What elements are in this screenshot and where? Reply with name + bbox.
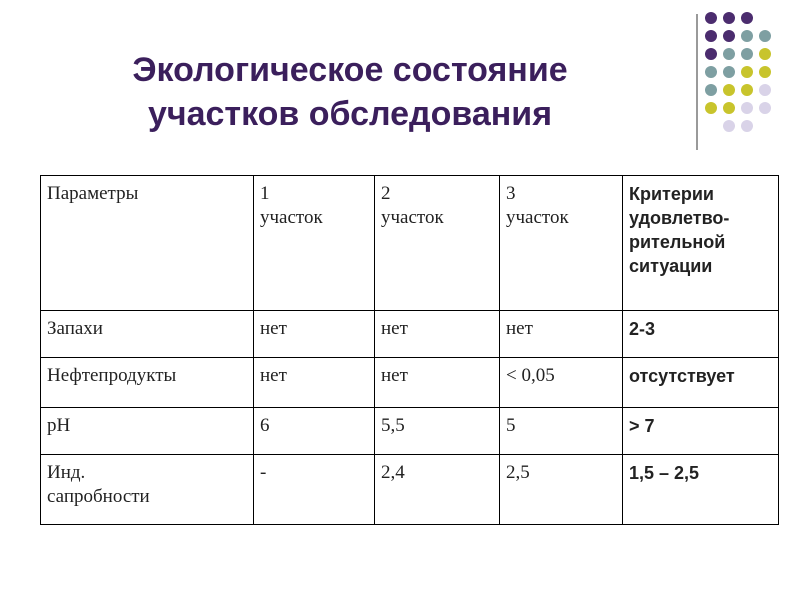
table-row <box>41 358 779 408</box>
decorative-dot <box>741 12 753 24</box>
table-cell-site-1: нет <box>254 311 375 358</box>
decorative-dot <box>741 102 753 114</box>
table-header-row <box>41 176 779 311</box>
table-cell-site-3: 2,5 <box>500 455 623 525</box>
table-cell-param: Нефтепродукты <box>41 358 254 408</box>
header-criteria-text: Критерии удовлетво- рительной ситуации <box>629 184 730 276</box>
decorative-divider-line <box>696 14 698 150</box>
table-row <box>41 408 779 455</box>
decorative-dot <box>705 12 717 24</box>
table-cell-param: Запахи <box>41 311 254 358</box>
header-site-3 <box>500 176 623 311</box>
table-cell-site-2: нет <box>375 311 500 358</box>
decorative-dot <box>741 66 753 78</box>
table-cell-site-2: 2,4 <box>375 455 500 525</box>
decorative-dot <box>723 30 735 42</box>
header-site-2 <box>375 176 500 311</box>
table-cell-site-3: 5 <box>500 408 623 455</box>
table-row <box>41 455 779 525</box>
slide-title-line-2: участков обследования <box>147 95 553 133</box>
header-parameters <box>41 176 254 311</box>
decorative-dot <box>705 48 717 60</box>
table-cell-site-2: нет <box>375 358 500 408</box>
table-cell-site-1: нет <box>254 358 375 408</box>
table-cell-criteria: > 7 <box>623 408 779 455</box>
decorative-dot <box>723 102 735 114</box>
decorative-dot <box>705 102 717 114</box>
decorative-dot <box>759 102 771 114</box>
header-site-3-text: 3 участок <box>506 183 569 228</box>
decorative-dot <box>723 120 735 132</box>
decorative-dot <box>705 84 717 96</box>
slide-title-line-1: Экологическое состояние <box>132 51 568 89</box>
table-cell-site-1: 6 <box>254 408 375 455</box>
header-site-1 <box>254 176 375 311</box>
decorative-dot <box>759 84 771 96</box>
table-cell-criteria: 2-3 <box>623 311 779 358</box>
header-site-2-text: 2 участок <box>381 183 444 228</box>
table-cell-criteria: отсутствует <box>623 358 779 408</box>
header-site-1-text: 1 участок <box>260 183 323 228</box>
decorative-dot <box>741 84 753 96</box>
table-cell-site-1: - <box>254 455 375 525</box>
decorative-dot <box>741 120 753 132</box>
table-cell-site-3: нет <box>500 311 623 358</box>
table-row <box>41 311 779 358</box>
header-criteria <box>623 176 779 311</box>
decorative-dot <box>723 66 735 78</box>
ecology-table <box>40 175 779 525</box>
table-cell-site-2: 5,5 <box>375 408 500 455</box>
decorative-dot <box>741 48 753 60</box>
decorative-dot-grid <box>0 0 800 160</box>
decorative-dot <box>741 30 753 42</box>
table-cell-param: Инд. сапробности <box>41 455 254 525</box>
table-cell-param: рН <box>41 408 254 455</box>
decorative-dot <box>759 48 771 60</box>
decorative-dot <box>759 30 771 42</box>
decorative-dot <box>705 66 717 78</box>
decorative-dot <box>759 66 771 78</box>
table-cell-site-3: < 0,05 <box>500 358 623 408</box>
decorative-dot <box>705 30 717 42</box>
decorative-dot <box>723 12 735 24</box>
header-parameters-text: Параметры <box>47 183 139 204</box>
decorative-dot <box>723 84 735 96</box>
decorative-dot <box>723 48 735 60</box>
table-cell-criteria: 1,5 – 2,5 <box>623 455 779 525</box>
